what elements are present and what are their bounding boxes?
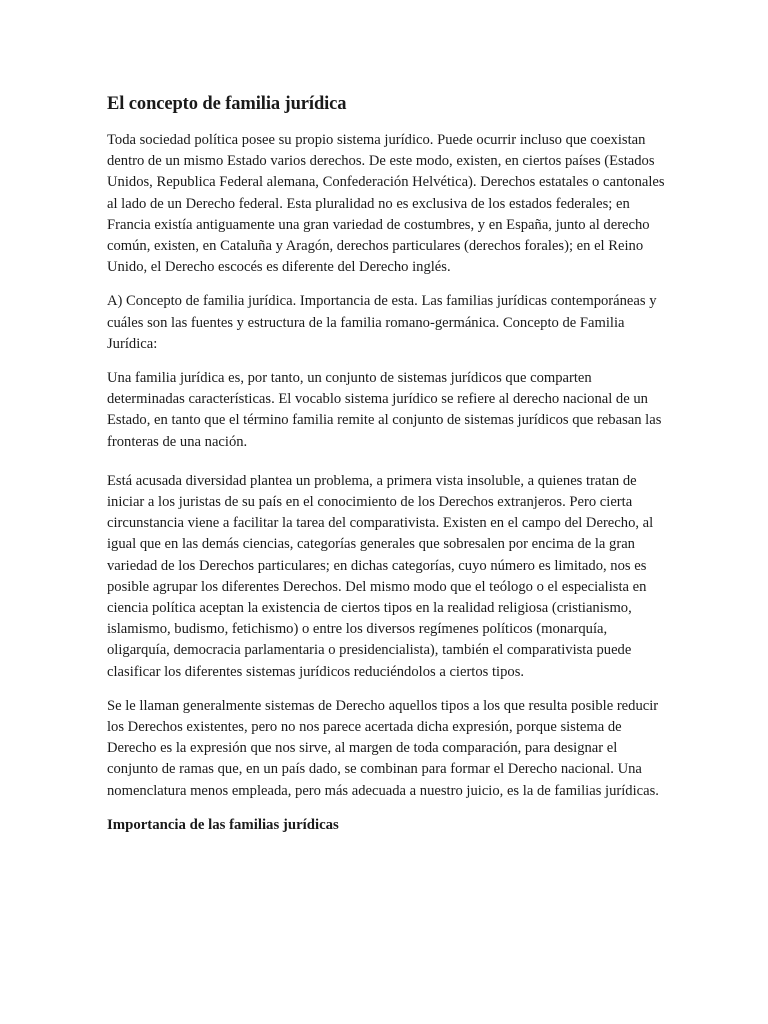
paragraph-2: A) Concepto de familia jurídica. Importancia de esta. Las familias jurídicas contemporáneas y cuáles son las fuentes y estructura de la familia romano-germánica. Concepto de Familia Jurídica: <box>107 293 657 352</box>
paragraph-5: Se le llaman generalmente sistemas de Derecho aquellos tipos a los que resulta posible reducir los Derechos existentes, pero no nos parece acertada dicha expresión, porque sistema de Derecho es la expresión que nos sirve, al margen de toda comparación, para designar el conjunto de ramas que, en un país dado, se combinan para formar el Derecho nacional. Una nomenclatura menos empleada, pero más adecuada a nuestro juicio, es la de familias jurídicas. <box>107 697 659 799</box>
paragraph-3: Una familia jurídica es, por tanto, un conjunto de sistemas jurídicos que comparten determinadas características. El vocablo sistema jurídico se refiere al derecho nacional de un Estado, en tanto que el término familia remite al conjunto de sistemas jurídicos que rebasan las fronteras de una nación. <box>107 370 662 450</box>
document-body <box>107 92 667 836</box>
section-subheading: Importancia de las familias jurídicas <box>107 816 339 833</box>
paragraph-1: Toda sociedad política posee su propio sistema jurídico. Puede ocurrir incluso que coexistan dentro de un mismo Estado varios derechos. De este modo, existen, en ciertos países (Estados Unidos, Republica Federal alemana, Confederación Helvética). Derechos estatales o cantonales al lado de un Derecho federal. Esta pluralidad no es exclusiva de los estados federales; en Francia existía antiguamente una gran variedad de costumbres, y en España, junto al derecho común, existen, en Cataluña y Aragón, derechos particulares (derechos forales); en el Reino Unido, el Derecho escocés es diferente del Derecho inglés. <box>107 132 665 276</box>
document-title: El concepto de familia jurídica <box>107 94 347 114</box>
paragraph-4: Está acusada diversidad plantea un problema, a primera vista insoluble, a quienes tratan de iniciar a los juristas de su país en el conocimiento de los Derechos extranjeros. Pero cierta circunstancia viene a facilitar la tarea del comparativista. Existen en el campo del Derecho, al igual que en las demás ciencias, categorías generales que sobresalen por encima de la gran variedad de los Derechos particulares; en dichas categorías, cuyo número es limitado, nos es posible agrupar los diferentes Derechos. Del mismo modo que el teólogo o el especialista en ciencia política aceptan la existencia de ciertos tipos en la realidad religiosa (cristianismo, islamismo, budismo, fetichismo) o entre los diversos regímenes políticos (monarquía, oligarquía, democracia parlamentaria o presidencialista), también el comparativista puede clasificar los diferentes sistemas jurídicos reduciéndolos a ciertos tipos. <box>107 472 654 680</box>
